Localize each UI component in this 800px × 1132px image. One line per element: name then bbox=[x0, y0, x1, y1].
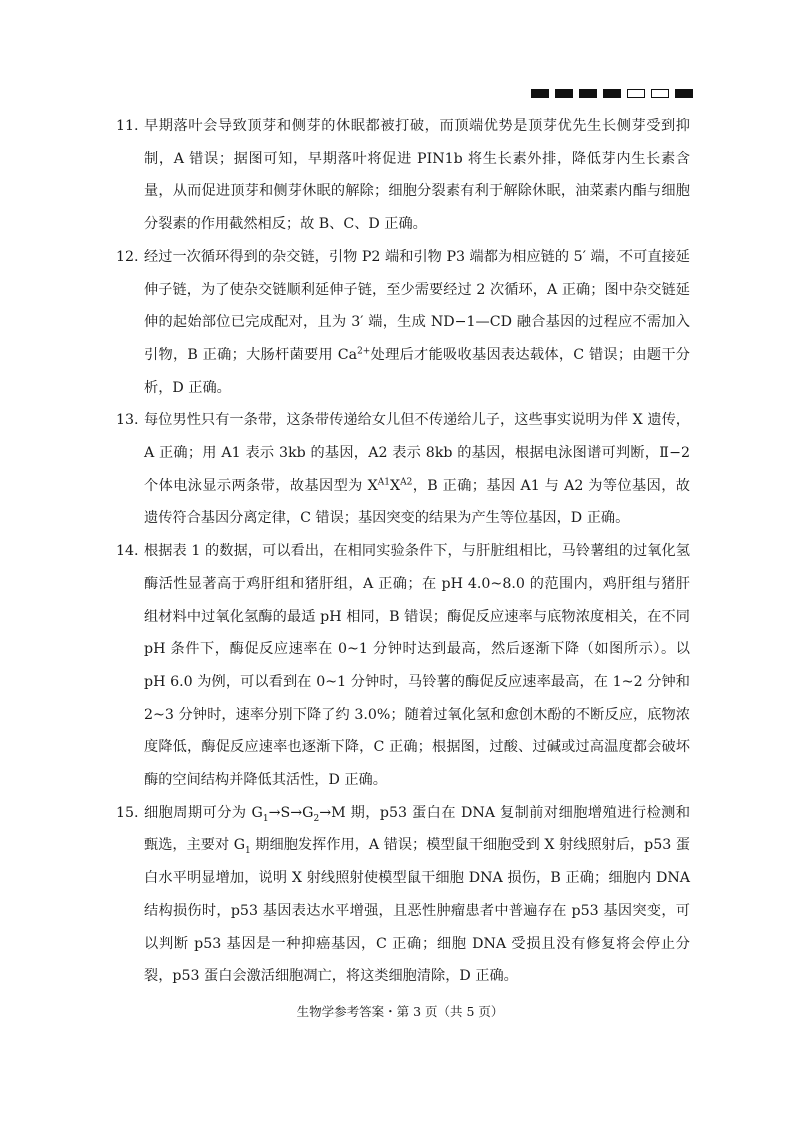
marker-square-empty bbox=[627, 89, 645, 98]
item-text: 经过一次循环得到的杂交链，引物 P2 端和引物 P3 端都为相应链的 5′ 端，不可直接延伸子链，为了使杂交链顺利延伸子链，至少需要经过 2 次循环，A 正确；图中杂交链延伸的起始部位已完成配对，且为 3′ 端，生成 ND−1—CD 融合基因的过程应不需加入引物，B 正确；大肠杆菌要用 $Ca^{2+}$处理后才能吸收基因表达载体，C 错误；由题干分析，D 正确。 bbox=[144, 248, 690, 396]
answer-item-11 bbox=[116, 110, 690, 241]
answer-item-14 bbox=[116, 535, 690, 797]
item-text: 根据表 1 的数据，可以看出，在相同实验条件下，与肝脏组相比，马铃薯组的过氧化氢酶活性显著高于鸡肝组和猪肝组，A 正确；在 pH 4.0~8.0 的范围内，鸡肝组与猪肝组材料中过氧化氢酶的最适 pH 相同，B 错误；酶促反应速率与底物浓度相关，在不同 pH 条件下，酶促反应速率在 0~1 分钟时达到最高，然后逐渐下降（如图所示）。以 pH 6.0 为例，可以看到在 0~1 分钟时，马铃薯的酶促反应速率最高，在 1~2 分钟和 2~3 分钟时，速率分别下降了约 3.0%；随着过氧化氢和愈创木酚的不断反应，底物浓度降低，酶促反应速率也逐渐下降，C 正确；根据图，过酸、过碱或过高温度都会破坏酶的空间结构并降低其活性，D 正确。 bbox=[144, 543, 690, 789]
item-number: 12. bbox=[116, 248, 139, 265]
marker-square-filled bbox=[675, 89, 693, 98]
item-text: 每位男性只有一条带，这条带传递给女儿但不传递给儿子，这些事实说明为伴 X 遗传，A 正确；用 A1 表示 3kb 的基因，A2 表示 8kb 的基因，根据电泳图谱可判断，Ⅱ−2 个体电泳显示两条带，故基因型为 $X^{A1}X^{A2}$，B 正确；基因 A1 与 A2 为等位基因，故遗传符合基因分离定律，C 错误；基因突变的结果为产生等位基因，D 正确。 bbox=[144, 412, 690, 527]
page-marker-squares bbox=[531, 89, 693, 98]
marker-square-empty bbox=[651, 89, 669, 98]
marker-square-filled bbox=[555, 89, 573, 98]
answer-item-15 bbox=[116, 797, 690, 993]
page-footer: 生物学参考答案・第 3 页（共 5 页） bbox=[296, 1004, 504, 1019]
marker-square-filled bbox=[579, 89, 597, 98]
marker-square-filled bbox=[531, 89, 549, 98]
answer-item-13 bbox=[116, 404, 690, 535]
item-number: 13. bbox=[116, 412, 139, 429]
marker-square-filled bbox=[603, 89, 621, 98]
answer-list bbox=[116, 110, 690, 993]
item-number: 15. bbox=[116, 804, 139, 821]
item-text: 早期落叶会导致顶芽和侧芽的休眠都被打破，而顶端优势是顶芽优先生长侧芽受到抑制，A 错误；据图可知，早期落叶将促进 PIN1b 将生长素外排，降低芽内生长素含量，从而促进顶芽和侧芽休眠的解除；细胞分裂素有利于解除休眠，油菜素内酯与细胞分裂素的作用截然相反；故 B、C、D 正确。 bbox=[144, 118, 690, 233]
answer-item-12 bbox=[116, 241, 690, 405]
item-number: 14. bbox=[116, 543, 139, 560]
item-number: 11. bbox=[116, 118, 139, 134]
item-text: 细胞周期可分为 $G_1\to S\to G_2\to M$ 期，p53 蛋白在 DNA 复制前对细胞增殖进行检测和甄选，主要对 $G_1$ 期细胞发挥作用，A 错误；模型鼠干细胞受到 X 射线照射后，p53 蛋白水平明显增加，说明 X 射线照射使模型鼠干细胞 DNA 损伤，B 正确；细胞内 DNA 结构损伤时，p53 基因表达水平增强，且恶性肿瘤患者中普遍存在 p53 基因突变，可以判断 p53 基因是一种抑癌基因，C 正确；细胞 DNA 受损且没有修复将会停止分裂，p53 蛋白会激活细胞凋亡，将这类细胞清除，D 正确。 bbox=[144, 804, 691, 985]
